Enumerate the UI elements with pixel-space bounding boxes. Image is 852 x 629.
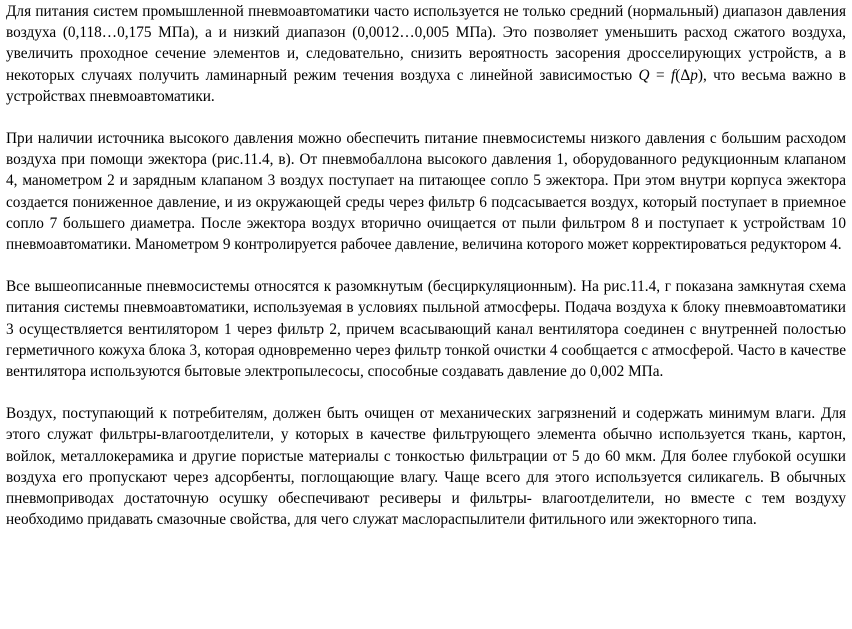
paragraph-text-end: ), что весьма важно в устройствах пневмоавтоматики. xyxy=(6,66,846,105)
formula-variable-q: Q xyxy=(638,66,650,84)
formula-variable-p: p xyxy=(690,66,698,84)
paragraph-closed-scheme: Все вышеописанные пневмосистемы относятся к разомкнутым (бесциркуляционным). На рис.11.4, г показана замкнутая схема питания системы пневмоавтоматики, используемая в условиях пыльной атмосферы. Подача воздуха к блоку пневмоавтоматики 3 осуществляется вентилятором 1 через фильтр 2, причем всасывающий канал вентилятора соединен с внутренней полостью герметичного кожуха блока 3, которая одновременно через фильтр тонкой очистки 4 сообщается с атмосферой. Часто в качестве вентилятора используются бытовые электропылесосы, способные создавать давление до 0,002 МПа. xyxy=(6,278,846,381)
paragraph-ejector: При наличии источника высокого давления можно обеспечить питание пневмосистемы низкого давления с большим расходом воздуха при помощи эжектора (рис.11.4, в). От пневмобаллона высокого давления 1, оборудованного редукционным клапаном 4, манометром 2 и зарядным клапаном 3 воздух поступает на питающее сопло 5 эжектора. При этом внутри корпуса эжектора создается пониженное давление, и из окружающей среды через фильтр 6 подсасывается воздух, который поступает в приемное сопло 7 большего диаметра. После эжектора воздух вторично очищается от пыли фильтром 8 и поступает к устройствам 10 пневмоавтоматики. Манометром 9 контролируется рабочее давление, величина которого может корректироваться редуктором 4. xyxy=(6,130,846,254)
formula-function-f: f xyxy=(671,66,676,84)
paragraph-text: Для питания систем промышленной пневмоавтоматики часто используется не только средний (нормальный) диапазон давления воздуха (0,118…0,175 МПа), а и низкий диапазон (0,0012…0,005 МПа). Это позволяет уменьшить расход сжатого воздуха, увеличить проходное сечение элементов и, следовательно, снизить вероятность засорения дросселирующих устройств, а в некоторых случаях получить ламинарный режим течения воздуха с линейной зависимостью xyxy=(6,3,846,84)
paragraph-air-filtering: Воздух, поступающий к потребителям, должен быть очищен от механических загрязнений и содержать минимум влаги. Для этого служат фильтры-влагоотделители, у которых в качестве фильтрующего элемента обычно используется ткань, картон, войлок, металлокерамика и другие пористые материалы с тонкостью фильтрации от 5 до 60 мкм. Для более глубокой осушки воздуха его пропускают через адсорбенты, поглощающие влагу. Чаще всего для этого используется силикагель. В обычных пневмоприводах достаточную осушку обеспечивают ресиверы и фильтры- влагоотделители, но вместе с тем воздуху необходимо придавать смазочные свойства, для чего служат маслораспылители фитильного или эжекторного типа. xyxy=(6,405,846,529)
formula-equals: = xyxy=(649,66,671,84)
paragraph-pressure-ranges xyxy=(6,1,846,107)
formula-delta: (Δ xyxy=(675,66,691,84)
